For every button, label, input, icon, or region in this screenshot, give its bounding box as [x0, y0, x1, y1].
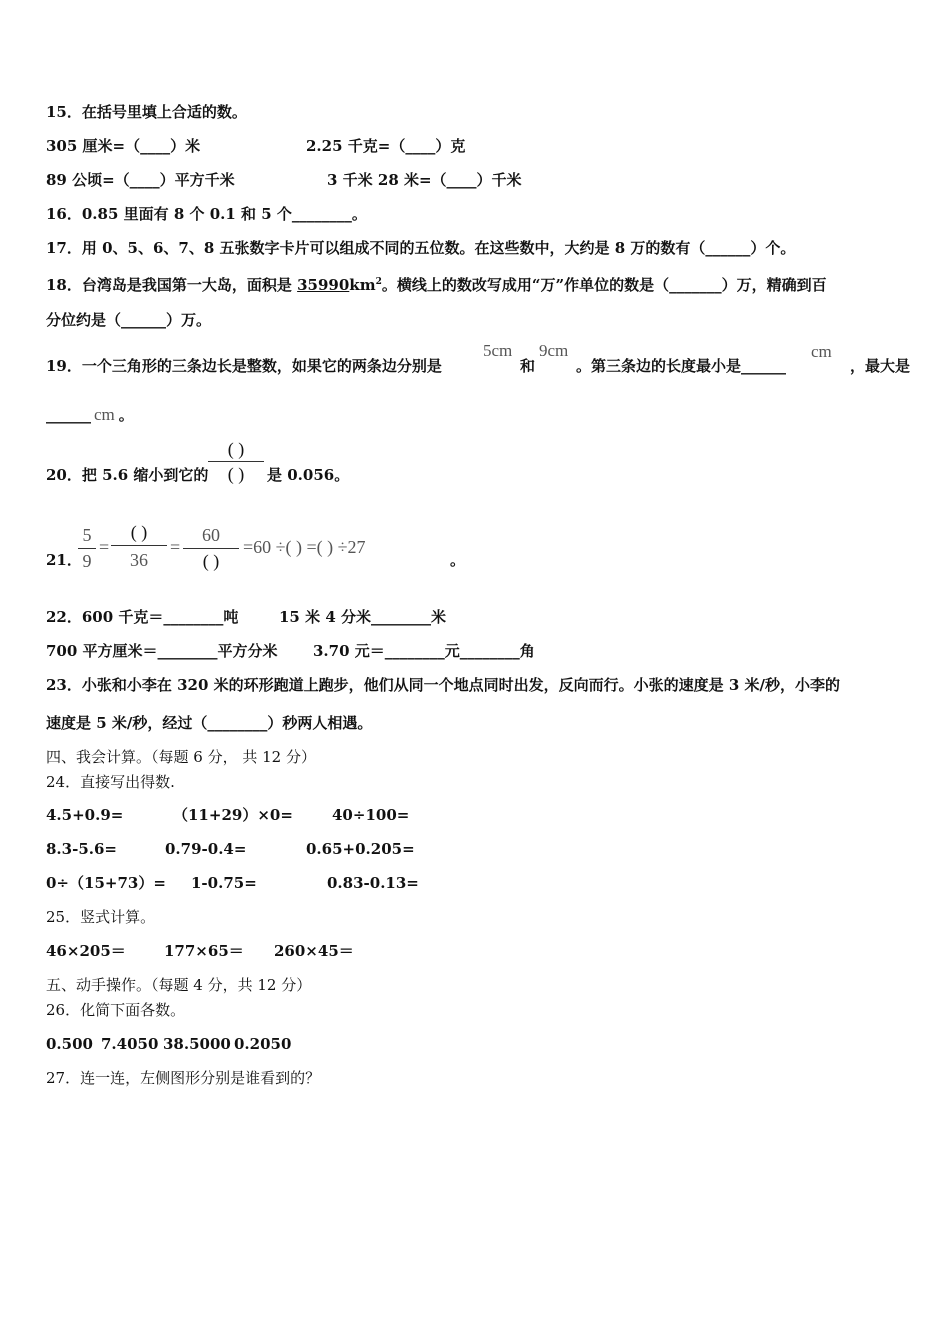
q20-fraction: ( ) ( ) [208, 437, 264, 486]
q24-r1-c2: （11+29）×0= [173, 806, 293, 824]
q19-mid: 。第三条边的长度最小是______ [576, 357, 787, 375]
q22-a: 22．600 千克＝________吨 [46, 608, 239, 626]
q24-r2-c3: 0.65+0.205= [306, 840, 415, 858]
q21-eq2: = [170, 537, 181, 557]
q22-b: 15 米 4 分米________米 [279, 608, 446, 626]
q21-tail: =60 ÷( ) =( ) ÷27 [243, 537, 366, 557]
q27: 27．连一连，左侧图形分别是谁看到的？ [46, 1069, 321, 1087]
q18-line2: 分位约是（______）万。 [46, 311, 212, 329]
q21-eq1: = [99, 537, 110, 557]
q23-line2: 速度是 5 米/秒，经过（________）秒两人相遇。 [46, 714, 373, 732]
q24-r1-c3: 40÷100= [332, 806, 410, 824]
q19-side2: 9cm [539, 341, 569, 360]
q19-cm-unit: cm [811, 342, 832, 361]
q20-pre: 20．把 5.6 缩小到它的 [46, 466, 209, 484]
q18-line1: 18．台湾岛是我国第一大岛，面积是 $35990km^2$。横线上的数改写成用“万”作单位的数是（_______）万，精确到百 [46, 276, 827, 294]
q26-item-4: 0.2050 [234, 1035, 292, 1053]
q24-r1-c1: 4.5+0.9= [46, 806, 124, 824]
q16: 16．0.85 里面有 8 个 0.1 和 5 个________。 [46, 205, 367, 223]
q15-b: 2.25 千克=（____）克 [306, 137, 466, 155]
q25-item-3: 260×45＝ [274, 942, 354, 960]
q15-a: 305 厘米=（____）米 [46, 137, 201, 155]
q19-side1: 5cm [483, 341, 513, 360]
q22-d: 3.70 元＝________元________角 [313, 642, 535, 660]
q15-d: 3 千米 28 米=（____）千米 [327, 171, 522, 189]
q25-item-2: 177×65＝ [164, 942, 244, 960]
q21-end: 。 [450, 551, 466, 569]
q24-r2-c1: 8.3-5.6= [46, 840, 117, 858]
q21-frac3: 60 ( ) [183, 523, 239, 574]
q17: 17．用 0、5、6、7、8 五张数字卡片可以组成不同的五位数。在这些数中，大约是 8 万的数有（______）个。 [46, 239, 796, 257]
q25-item-1: 46×205＝ [46, 942, 126, 960]
section4-heading: 四、我会计算。（每题 6 分， 共 12 分） [46, 748, 316, 766]
q25-title: 25．竖式计算。 [46, 908, 156, 926]
q15-title: 15．在括号里填上合适的数。 [46, 103, 247, 121]
q18-area-number: 35990 [297, 276, 350, 294]
q24-r3-c1: 0÷（15+73）= [46, 874, 166, 892]
q26-item-2: 7.4050 [101, 1035, 159, 1053]
q21-frac1: $\frac{5}{9}$ [78, 523, 96, 574]
q24-r3-c2: 1-0.75= [191, 874, 257, 892]
q24-r2-c2: 0.79-0.4= [165, 840, 247, 858]
q19-and: 和 [520, 357, 536, 375]
q19-pre: 19．一个三角形的三条边长是整数，如果它的两条边分别是 [46, 357, 442, 375]
q26-item-3: 38.5000 [163, 1035, 231, 1053]
q21-label: 21． [46, 551, 82, 569]
q15-c: 89 公顷=（____）平方千米 [46, 171, 235, 189]
q23-line1: 23．小张和小李在 320 米的环形跑道上跑步，他们从同一个地点同时出发，反向而行。小张的速度是 3 米/秒，小李的 [46, 676, 840, 694]
section5-heading: 五、动手操作。（每题 4 分，共 12 分） [46, 976, 312, 994]
q24-r3-c3: 0.83-0.13= [327, 874, 419, 892]
q26-title: 26．化简下面各数。 [46, 1001, 186, 1019]
q24-title: 24．直接写出得数. [46, 773, 175, 791]
q20-post: 是 0.056。 [267, 466, 350, 484]
q21-frac2: ( ) 36 [111, 520, 167, 574]
q19-blank: ______ cm 。 [46, 405, 134, 424]
q22-c: 700 平方厘米＝________平方分米 [46, 642, 278, 660]
q26-item-1: 0.500 [46, 1035, 93, 1053]
q19-post: ，最大是 [850, 357, 911, 375]
